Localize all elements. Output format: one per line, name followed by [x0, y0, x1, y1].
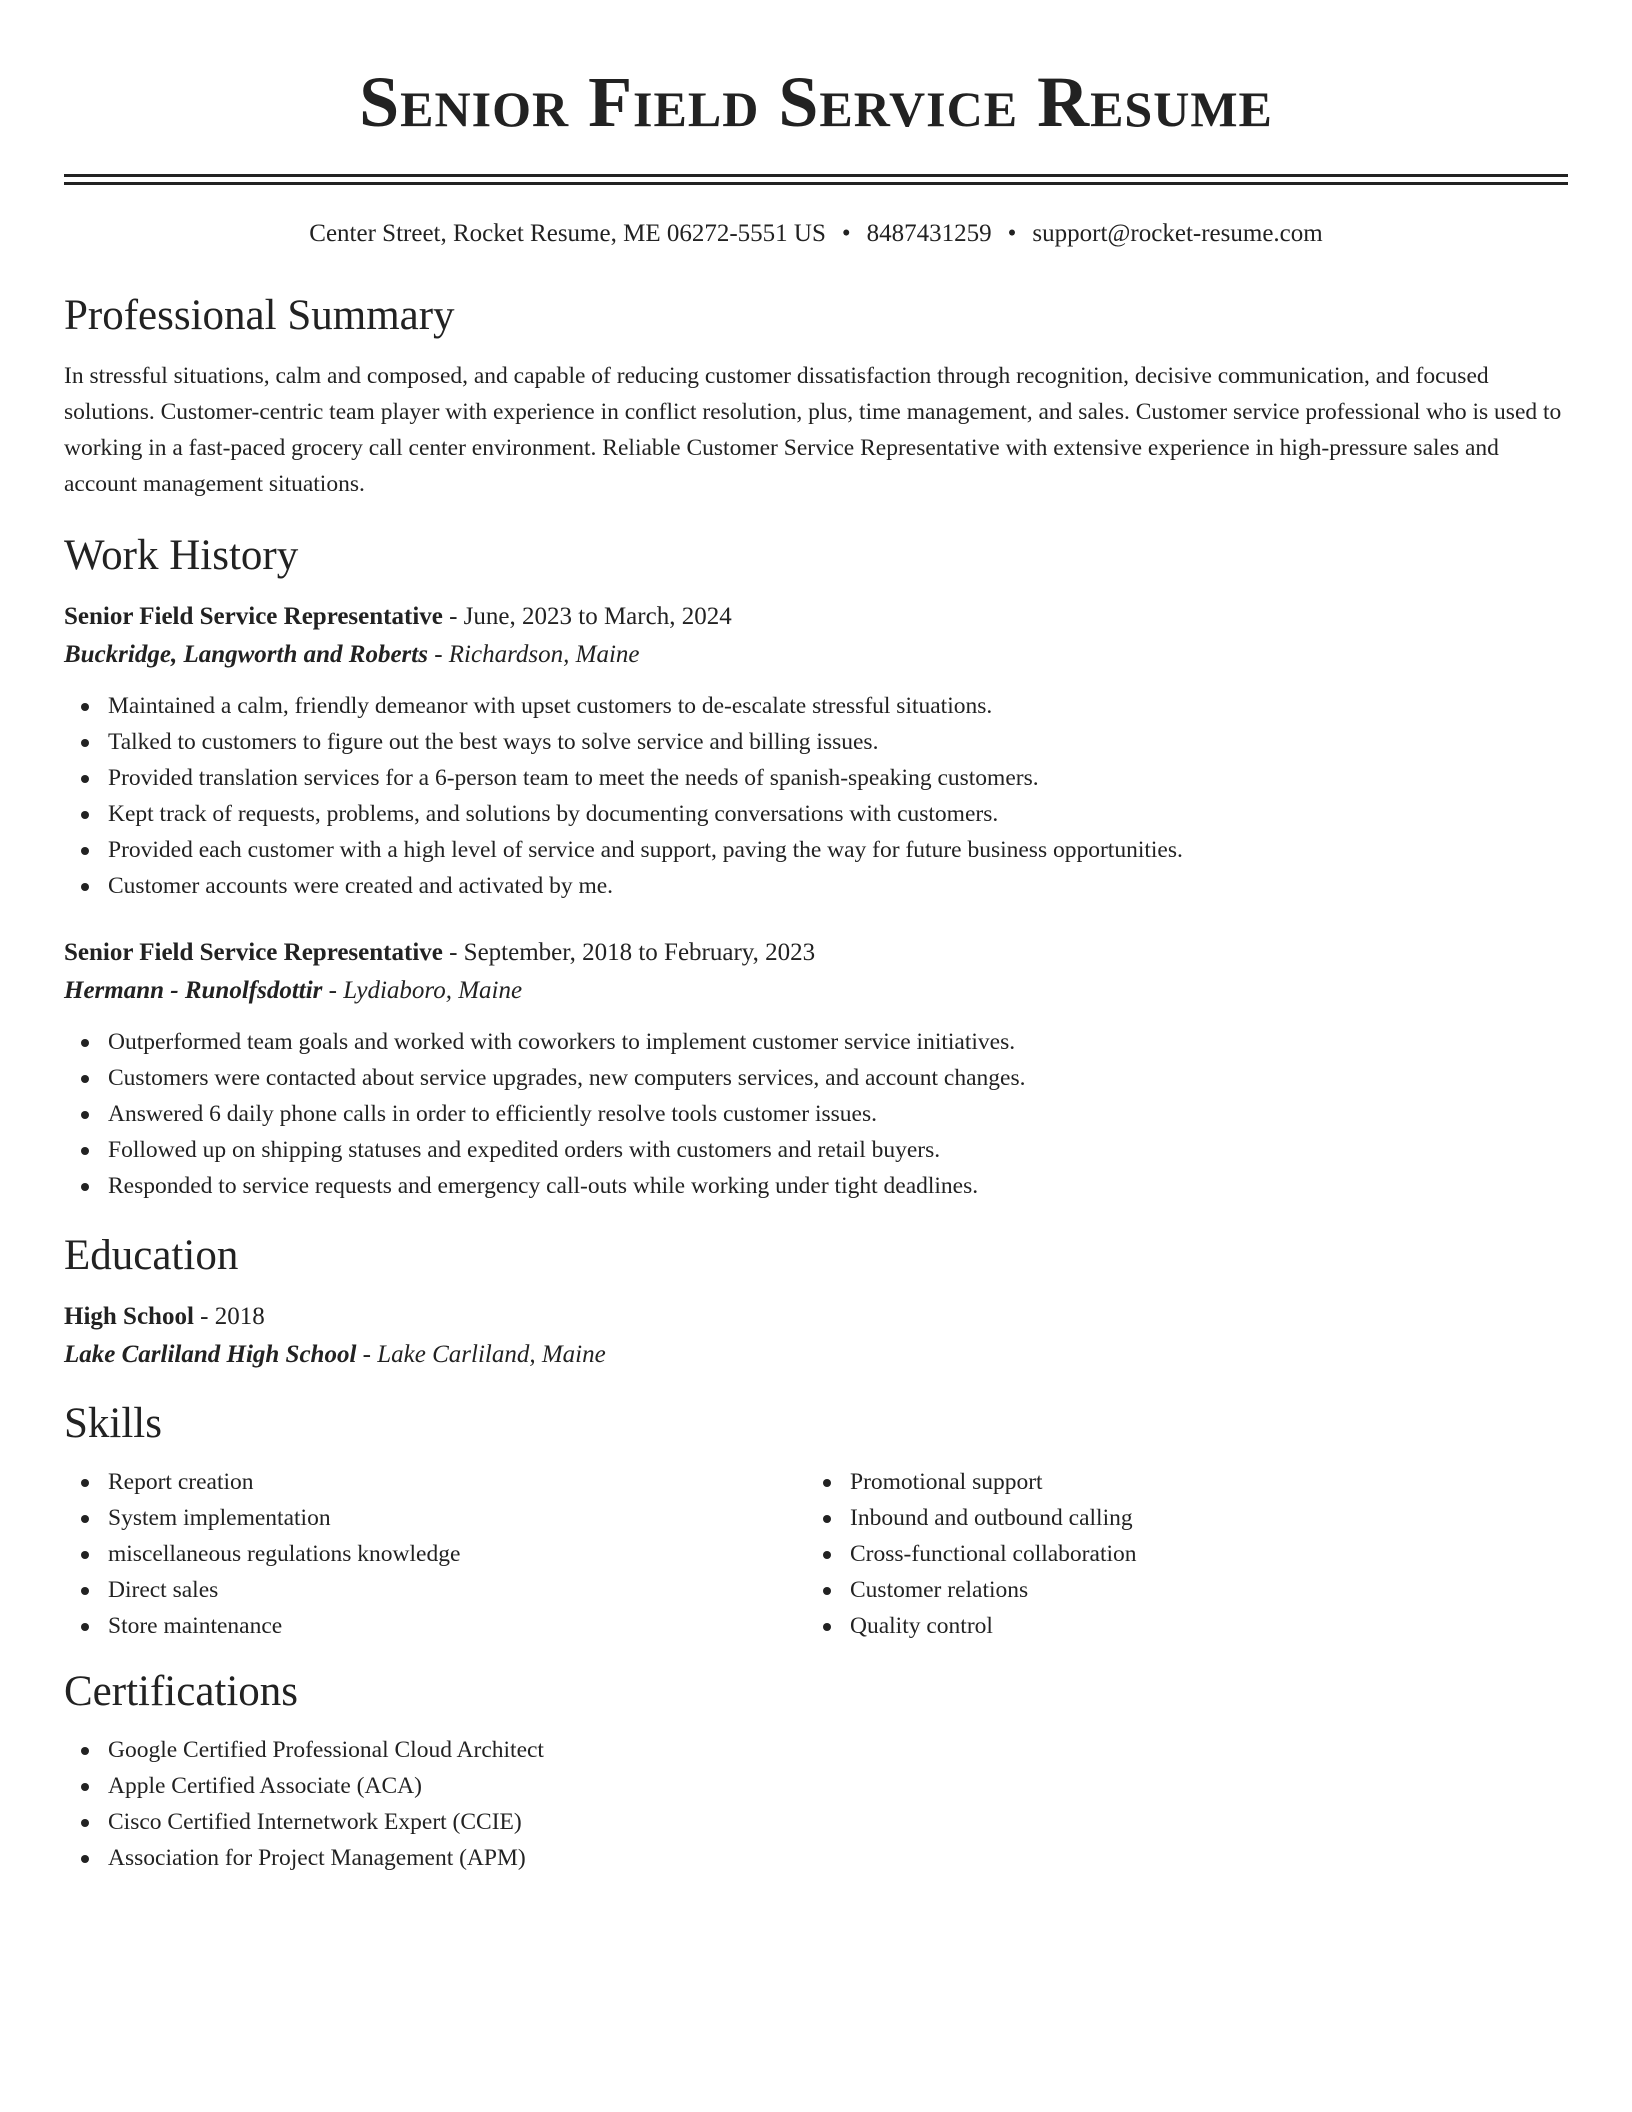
list-item: Report creation — [64, 1464, 806, 1500]
list-item: Answered 6 daily phone calls in order to efficiently resolve tools customer issues. — [64, 1096, 1568, 1132]
list-item: Provided translation services for a 6-person team to meet the needs of spanish-speaking customers. — [64, 760, 1568, 796]
job-location: - Richardson, Maine — [427, 641, 640, 668]
job-company-line — [64, 636, 1568, 674]
list-item: Inbound and outbound calling — [806, 1500, 1548, 1536]
skills-heading: Skills — [64, 1400, 162, 1447]
job-entry — [64, 598, 1568, 904]
job-dates: - June, 2023 to March, 2024 — [442, 603, 732, 630]
list-item: System implementation — [64, 1500, 806, 1536]
job-title: Senior Field Service Representative — [64, 603, 443, 630]
list-item: Customer accounts were created and activated by me. — [64, 868, 1568, 904]
list-item: Customer relations — [806, 1572, 1548, 1608]
list-item: Cross-functional collaboration — [806, 1536, 1548, 1572]
education-heading: Education — [64, 1232, 239, 1279]
summary-heading: Professional Summary — [64, 292, 455, 339]
job-title: Senior Field Service Representative — [64, 939, 443, 966]
education-school-line — [64, 1336, 1568, 1374]
list-item: Association for Project Management (APM) — [64, 1840, 1568, 1876]
resume-title: Senior Field Service Resume — [359, 62, 1273, 142]
contact-separator: • — [841, 220, 851, 247]
list-item: Apple Certified Associate (ACA) — [64, 1768, 1568, 1804]
education-entry — [64, 1298, 1568, 1374]
job-dates: - September, 2018 to February, 2023 — [442, 939, 816, 966]
list-item: Outperformed team goals and worked with coworkers to implement customer service initiatives. — [64, 1024, 1568, 1060]
list-item: Google Certified Professional Cloud Architect — [64, 1732, 1568, 1768]
contact-separator: • — [1007, 220, 1017, 247]
contact-phone: 8487431259 — [866, 220, 992, 247]
list-item: Maintained a calm, friendly demeanor with upset customers to de-escalate stressful situations. — [64, 688, 1568, 724]
education-year: - 2018 — [193, 1303, 265, 1330]
work-history-heading: Work History — [64, 532, 299, 579]
list-item: Followed up on shipping statuses and expedited orders with customers and retail buyers. — [64, 1132, 1568, 1168]
job-company: Buckridge, Langworth and Roberts — [64, 641, 428, 668]
job-bullet-list — [64, 1024, 1568, 1204]
list-item: Kept track of requests, problems, and solutions by documenting conversations with customers. — [64, 796, 1568, 832]
certifications-list — [64, 1732, 1568, 1876]
certifications-heading: Certifications — [64, 1668, 299, 1715]
contact-address: Center Street, Rocket Resume, ME 06272-5551 US — [309, 220, 826, 247]
title-divider — [64, 174, 1568, 185]
contact-line — [64, 218, 1568, 250]
job-company-line — [64, 972, 1568, 1010]
job-location: - Lydiaboro, Maine — [322, 977, 523, 1004]
skills-grid — [64, 1464, 1568, 1644]
list-item: Cisco Certified Internetwork Expert (CCIE) — [64, 1804, 1568, 1840]
education-location: - Lake Carliland, Maine — [356, 1341, 606, 1368]
education-school: Lake Carliland High School — [64, 1341, 357, 1368]
list-item: Customers were contacted about service upgrades, new computers services, and account changes. — [64, 1060, 1568, 1096]
list-item: Talked to customers to figure out the best ways to solve service and billing issues. — [64, 724, 1568, 760]
job-entry — [64, 934, 1568, 1204]
summary-text: In stressful situations, calm and composed, and capable of reducing customer dissatisfaction through recognition, decisive communication, and focused solutions. Customer-centric team player with experience in conflict resolution, plus, time management, and sales. Customer service professional who is used to working in a fast-paced grocery call center environment. Reliable Customer Service Representative with extensive experience in high-pressure sales and account management situations. — [64, 363, 1562, 497]
job-company: Hermann - Runolfsdottir — [64, 977, 323, 1004]
skills-list-left — [64, 1464, 806, 1644]
list-item: Provided each customer with a high level of service and support, paving the way for future business opportunities. — [64, 832, 1568, 868]
list-item: miscellaneous regulations knowledge — [64, 1536, 806, 1572]
list-item: Store maintenance — [64, 1608, 806, 1644]
job-title-line — [64, 598, 1568, 636]
job-bullet-list — [64, 688, 1568, 904]
list-item: Quality control — [806, 1608, 1548, 1644]
skills-list-right — [806, 1464, 1548, 1644]
list-item: Responded to service requests and emergency call-outs while working under tight deadlines. — [64, 1168, 1568, 1204]
contact-email[interactable]: support@rocket-resume.com — [1032, 220, 1323, 247]
education-degree: High School — [64, 1303, 194, 1330]
list-item: Direct sales — [64, 1572, 806, 1608]
list-item: Promotional support — [806, 1464, 1548, 1500]
education-degree-line — [64, 1298, 1568, 1336]
job-title-line — [64, 934, 1568, 972]
